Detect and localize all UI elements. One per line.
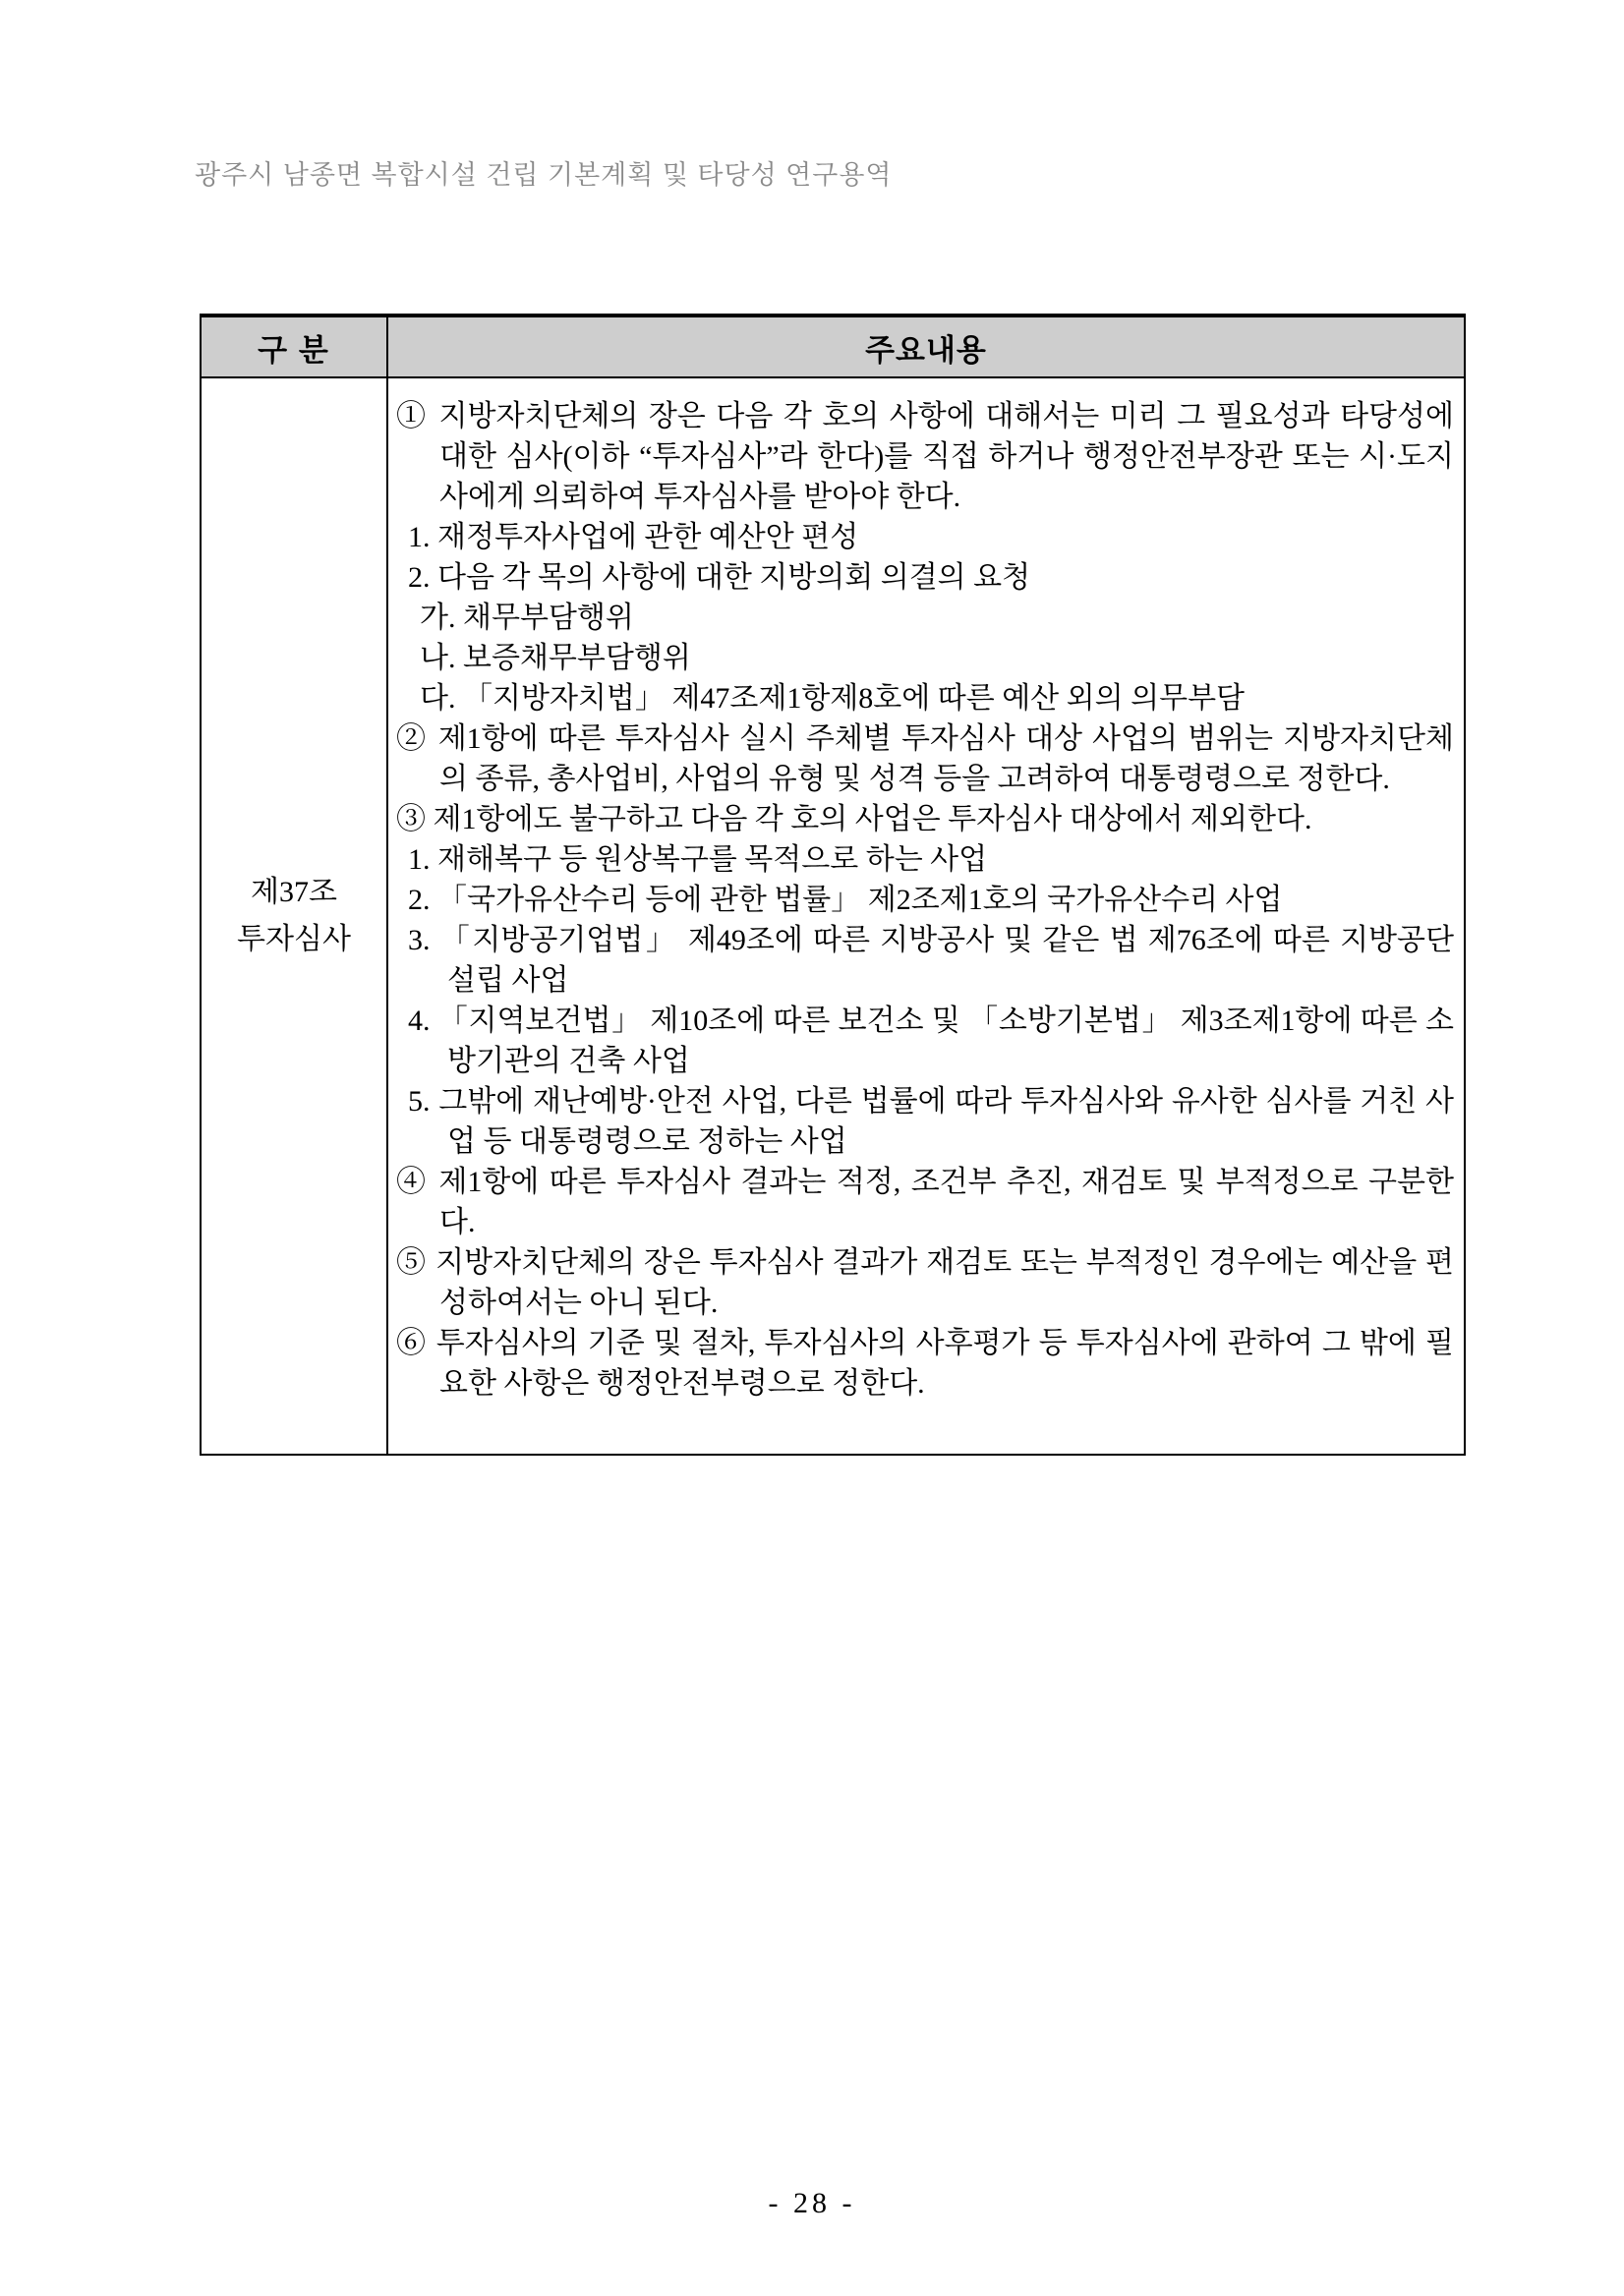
- table-header-row: [202, 317, 1464, 378]
- category-line-2: 투자심사: [237, 923, 351, 955]
- table-body-row: [202, 378, 1464, 1454]
- content-item: ③ 제1항에도 불구하고 다음 각 호의 사업은 투자심사 대상에서 제외한다.: [396, 803, 1312, 835]
- content-item: 3. 「지방공기업법」 제49조에 따른 지방공사 및 같은 법 제76조에 따른 지방공단 설립 사업: [408, 924, 1454, 997]
- content-item: 1. 재해복구 등 원상복구를 목적으로 하는 사업: [408, 843, 988, 876]
- content-item: 가. 채무부담행위: [420, 602, 634, 634]
- content-item: 2. 다음 각 목의 사항에 대한 지방의회 의결의 요청: [408, 561, 1031, 594]
- category-cell: [202, 378, 388, 1454]
- content-item: 2. 「국가유산수리 등에 관한 법률」 제2조제1호의 국가유산수리 사업: [408, 884, 1283, 916]
- content-item: 5. 그밖에 재난예방·안전 사업, 다른 법률에 따라 투자심사와 유사한 심사를 거친 사업 등 대통령령으로 정하는 사업: [408, 1085, 1454, 1158]
- category-line-1: 제37조: [251, 876, 337, 908]
- content-item: ⑤ 지방자치단체의 장은 투자심사 결과가 재검토 또는 부적정인 경우에는 예산을 편성하여서는 아니 된다.: [396, 1246, 1454, 1319]
- content-item: ④ 제1항에 따른 투자심사 결과는 적정, 조건부 추진, 재검토 및 부적정으로 구분한다.: [396, 1166, 1454, 1238]
- running-title: 광주시 남종면 복합시설 건립 기본계획 및 타당성 연구용역: [195, 160, 893, 190]
- page-number: - 28 -: [768, 2187, 856, 2219]
- content-item: 4. 「지역보건법」 제10조에 따른 보건소 및 「소방기본법」 제3조제1항에 따른 소방기관의 건축 사업: [408, 1004, 1454, 1077]
- main-table: [200, 314, 1466, 1456]
- content-item: 다. 「지방자치법」 제47조제1항제8호에 따른 예산 외의 의무부담: [420, 682, 1246, 715]
- header-cell-category: 구 분: [202, 317, 388, 376]
- header-cell-content: 주요내용: [865, 332, 987, 368]
- content-cell: [388, 378, 1464, 1454]
- content-item: 1. 재정투자사업에 관한 예산안 편성: [408, 521, 859, 553]
- content-item: ① 지방자치단체의 장은 다음 각 호의 사항에 대해서는 미리 그 필요성과 타당성에 대한 심사(이하 “투자심사”라 한다)를 직접 하거나 행정안전부장관 또는 시·도지사에게 의뢰하여 투자심사를 받아야 한다.: [396, 400, 1454, 513]
- content-item: 나. 보증채무부담행위: [420, 642, 691, 674]
- content-item: ⑥ 투자심사의 기준 및 절차, 투자심사의 사후평가 등 투자심사에 관하여 그 밖에 필요한 사항은 행정안전부령으로 정한다.: [396, 1327, 1454, 1400]
- content-item: ② 제1항에 따른 투자심사 실시 주체별 투자심사 대상 사업의 범위는 지방자치단체의 종류, 총사업비, 사업의 유형 및 성격 등을 고려하여 대통령령으로 정한다.: [396, 722, 1454, 795]
